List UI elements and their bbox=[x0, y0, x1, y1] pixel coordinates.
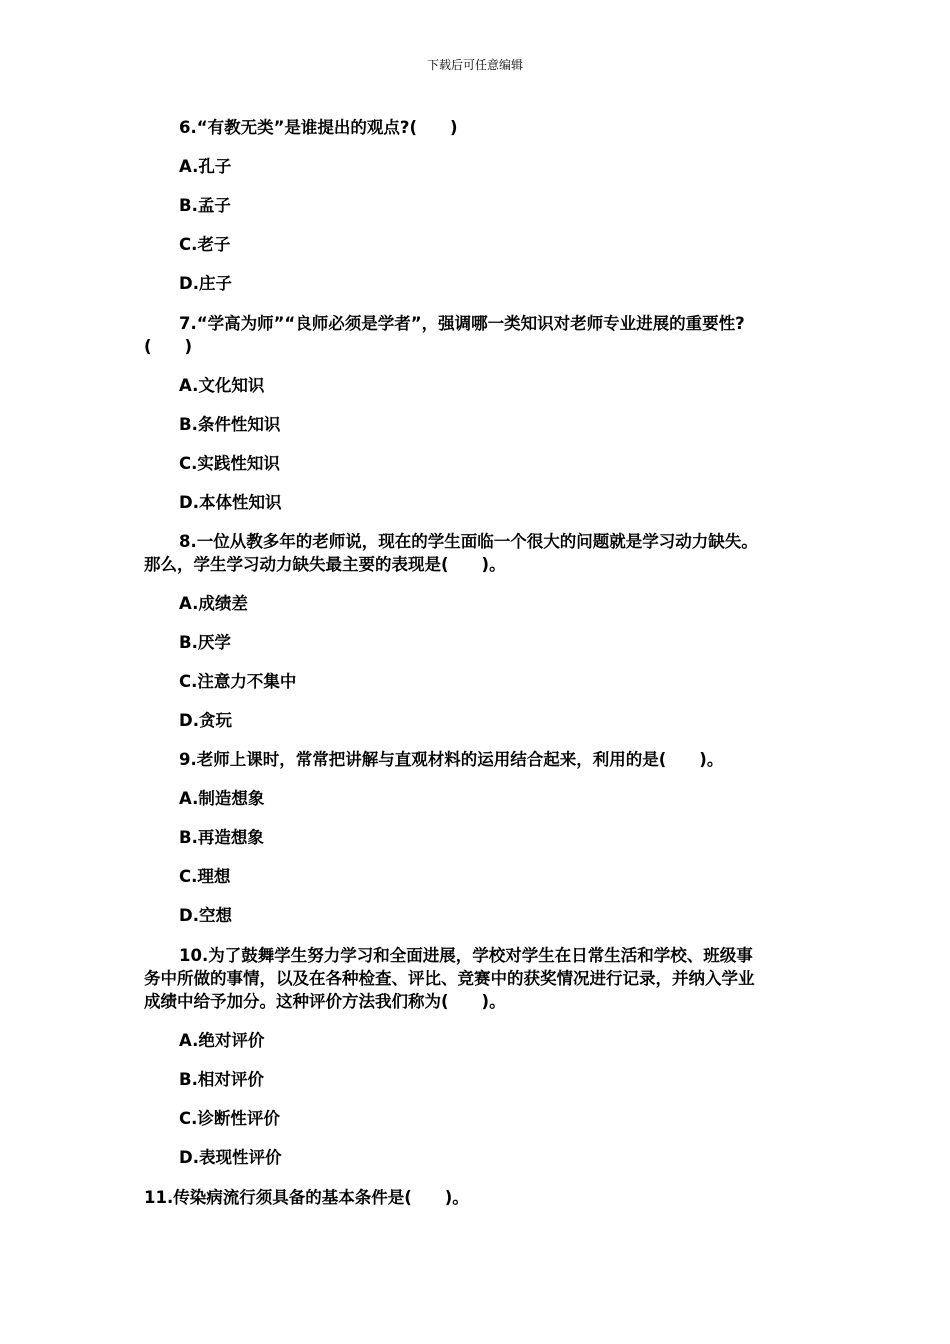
question-10-stem-cont-1: 务中所做的事情，以及在各种检查、评比、竞赛中的获奖情况进行记录，并纳入学业 bbox=[144, 969, 755, 988]
question-7-option-c: C.实践性知识 bbox=[179, 454, 280, 473]
question-9-option-a: A.制造想象 bbox=[179, 789, 265, 808]
question-9-option-c: C.理想 bbox=[179, 867, 231, 886]
question-10-stem: 10.为了鼓舞学生努力学习和全面进展，学校对学生在日常生活和学校、班级事 bbox=[179, 946, 753, 965]
question-7-option-b: B.条件性知识 bbox=[179, 415, 281, 434]
page-header: 下载后可任意编辑 bbox=[426, 58, 523, 72]
question-6-option-a: A.孔子 bbox=[179, 157, 232, 176]
question-7-option-a: A.文化知识 bbox=[179, 376, 265, 395]
question-6-stem: 6.“有教无类”是谁提出的观点?( ) bbox=[179, 118, 458, 137]
question-8-option-c: C.注意力不集中 bbox=[179, 672, 297, 691]
question-10-option-a: A.绝对评价 bbox=[179, 1031, 265, 1050]
question-10-option-b: B.相对评价 bbox=[179, 1070, 264, 1089]
question-6-option-c: C.老子 bbox=[179, 235, 231, 254]
question-6-option-b: B.孟子 bbox=[179, 196, 231, 215]
question-7-stem-cont: ( ) bbox=[144, 337, 193, 356]
question-9-stem: 9.老师上课时，常常把讲解与直观材料的运用结合起来，利用的是( )。 bbox=[179, 750, 724, 769]
question-8-option-a: A.成绩差 bbox=[179, 594, 248, 613]
question-8-stem: 8.一位从教多年的老师说，现在的学生面临一个很大的问题就是学习动力缺失。 bbox=[179, 532, 758, 551]
question-9-option-d: D.空想 bbox=[179, 906, 232, 925]
question-10-stem-cont-2: 成绩中给予加分。这种评价方法我们称为( )。 bbox=[144, 992, 506, 1011]
question-8-option-d: D.贪玩 bbox=[179, 711, 232, 730]
question-7-option-d: D.本体性知识 bbox=[179, 493, 282, 512]
question-11-stem: 11.传染病流行须具备的基本条件是( )。 bbox=[144, 1188, 469, 1207]
question-10-option-d: D.表现性评价 bbox=[179, 1148, 282, 1167]
question-8-option-b: B.厌学 bbox=[179, 633, 231, 652]
question-10-option-c: C.诊断性评价 bbox=[179, 1109, 280, 1128]
question-7-stem: 7.“学高为师”“良师必须是学者”，强调哪一类知识对老师专业进展的重要性? bbox=[179, 314, 745, 333]
question-9-option-b: B.再造想象 bbox=[179, 828, 264, 847]
question-8-stem-cont: 那么，学生学习动力缺失最主要的表现是( )。 bbox=[144, 555, 506, 574]
question-6-option-d: D.庄子 bbox=[179, 274, 232, 293]
